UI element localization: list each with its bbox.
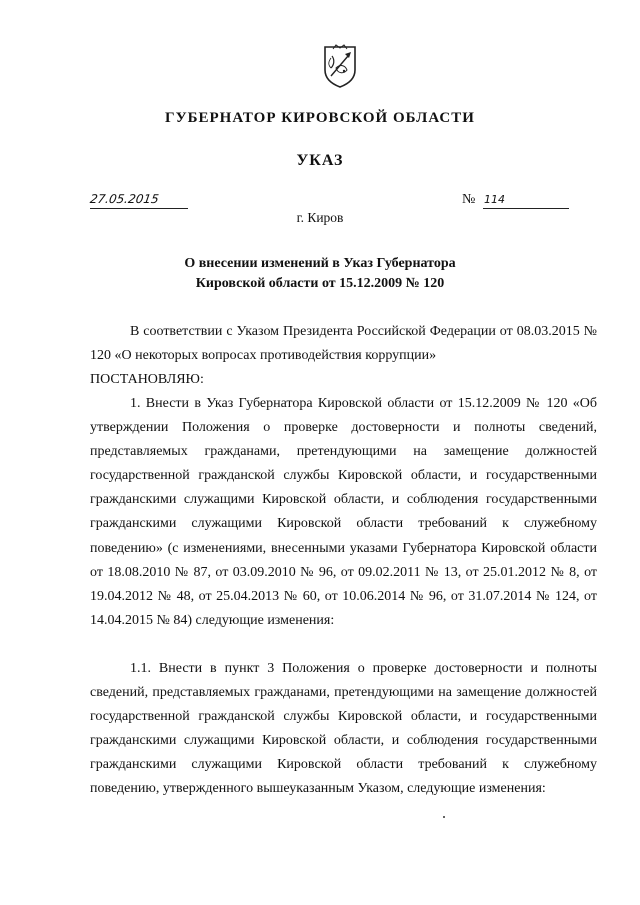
scan-speck: [443, 816, 445, 818]
number-underline: [483, 208, 569, 209]
subject-line: Кировской области от 15.12.2009 № 120: [195, 276, 445, 291]
number-label: №: [462, 192, 476, 207]
date-underline: [90, 208, 188, 209]
preamble-paragraph: В соответствии с Указом Президента Российской Федерации от 08.03.2015 № 120 «О некоторых вопросах противодействия коррупции»: [90, 324, 597, 364]
preamble-block: [90, 320, 597, 392]
subject-line: О внесении изменений в Указ Губернатора: [184, 256, 456, 271]
document-type: УКАЗ: [296, 152, 344, 169]
item-1-1-block: [90, 657, 597, 802]
document-number: 114: [484, 193, 505, 206]
document-subject: [0, 254, 640, 294]
issuer-heading: ГУБЕРНАТОР КИРОВСКОЙ ОБЛАСТИ: [165, 110, 475, 126]
decree-word: ПОСТАНОВЛЯЮ:: [90, 372, 204, 388]
document-date: 27.05.2015: [89, 192, 160, 206]
item-1-paragraph: 1. Внести в Указ Губернатора Кировской области от 15.12.2009 № 120 «Об утверждении Положения о проверке достоверности и полноты сведений, представляемых гражданами, претендующими на замещение должностей государственной гражданской службы Кировской области, и государственными гражданскими служащими Кировской области, и соблюдения государственными гражданскими служащими Кировской области требований к служебному поведению» (с изменениями, внесенными указами Губернатора Кировской области от 18.08.2010 № 87, от 03.09.2010 № 96, от 09.02.2011 № 13, от 25.01.2012 № 8, от 19.04.2012 № 48, от 25.04.2013 № 60, от 10.06.2014 № 96, от 31.07.2014 № 124, от 14.04.2015 № 84) следующие изменения:: [90, 396, 597, 628]
item-1-block: [90, 392, 597, 633]
city: г. Киров: [296, 210, 344, 225]
coat-of-arms-icon: [322, 44, 358, 88]
item-1-1-paragraph: 1.1. Внести в пункт 3 Положения о проверке достоверности и полноты сведений, представляемых гражданами, претендующими на замещение должностей государственной гражданской службы Кировской области, и государственными гражданскими служащими Кировской области, и соблюдения государственными гражданскими служащими Кировской области требований к служебному поведению, утвержденного вышеуказанным Указом, следующие изменения:: [90, 661, 597, 797]
